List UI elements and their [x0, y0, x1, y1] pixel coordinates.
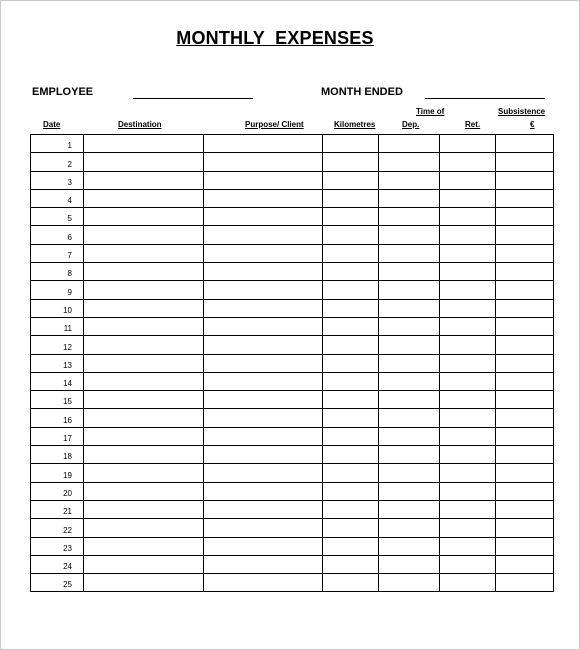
purpose-client-cell[interactable] [204, 427, 323, 445]
row-number: 10 [31, 299, 84, 317]
kilometres-cell[interactable] [323, 354, 379, 372]
row-number: 18 [31, 446, 84, 464]
subsistence-cell[interactable] [496, 519, 554, 537]
purpose-client-cell[interactable] [204, 555, 323, 573]
purpose-client-cell[interactable] [204, 336, 323, 354]
subsistence-cell[interactable] [496, 171, 554, 189]
kilometres-cell[interactable] [323, 482, 379, 500]
destination-cell[interactable] [84, 464, 204, 482]
destination-cell[interactable] [84, 281, 204, 299]
dep-cell[interactable] [379, 189, 440, 207]
subsistence-cell[interactable] [496, 226, 554, 244]
subsistence-cell[interactable] [496, 208, 554, 226]
purpose-client-cell[interactable] [204, 537, 323, 555]
table-row [31, 317, 554, 335]
table-row [31, 354, 554, 372]
month-ended-label: MONTH ENDED [321, 86, 403, 98]
subsistence-cell[interactable] [496, 336, 554, 354]
purpose-client-cell[interactable] [204, 391, 323, 409]
row-number: 16 [31, 409, 84, 427]
dep-cell[interactable] [379, 464, 440, 482]
subsistence-cell[interactable] [496, 409, 554, 427]
subsistence-cell[interactable] [496, 482, 554, 500]
kilometres-cell[interactable] [323, 153, 379, 171]
ret-cell[interactable] [440, 391, 496, 409]
row-number: 5 [31, 208, 84, 226]
table-row [31, 171, 554, 189]
employee-field[interactable] [133, 98, 253, 99]
table-row [31, 446, 554, 464]
subsistence-cell[interactable] [496, 263, 554, 281]
row-number: 7 [31, 244, 84, 262]
destination-cell[interactable] [84, 189, 204, 207]
ret-cell[interactable] [440, 208, 496, 226]
table-row [31, 372, 554, 390]
dep-cell[interactable] [379, 555, 440, 573]
purpose-client-cell[interactable] [204, 574, 323, 592]
dep-cell[interactable] [379, 135, 440, 153]
purpose-client-cell[interactable] [204, 317, 323, 335]
header-destination: Destination [118, 120, 162, 129]
row-number: 11 [31, 317, 84, 335]
ret-cell[interactable] [440, 427, 496, 445]
purpose-client-cell[interactable] [204, 482, 323, 500]
destination-cell[interactable] [84, 299, 204, 317]
row-number: 25 [31, 574, 84, 592]
ret-cell[interactable] [440, 135, 496, 153]
ret-cell[interactable] [440, 189, 496, 207]
row-number: 8 [31, 263, 84, 281]
dep-cell[interactable] [379, 208, 440, 226]
kilometres-cell[interactable] [323, 189, 379, 207]
purpose-client-cell[interactable] [204, 263, 323, 281]
row-number: 20 [31, 482, 84, 500]
row-number: 4 [31, 189, 84, 207]
subsistence-cell[interactable] [496, 391, 554, 409]
purpose-client-cell[interactable] [204, 464, 323, 482]
ret-cell[interactable] [440, 574, 496, 592]
subsistence-cell[interactable] [496, 464, 554, 482]
table-row [31, 519, 554, 537]
ret-cell[interactable] [440, 317, 496, 335]
header-currency: € [530, 120, 535, 129]
ret-cell[interactable] [440, 372, 496, 390]
kilometres-cell[interactable] [323, 263, 379, 281]
ret-cell[interactable] [440, 482, 496, 500]
header-date: Date [43, 120, 61, 129]
dep-cell[interactable] [379, 153, 440, 171]
header-ret: Ret. [465, 120, 481, 129]
table-row [31, 409, 554, 427]
dep-cell[interactable] [379, 226, 440, 244]
destination-cell[interactable] [84, 537, 204, 555]
subsistence-cell[interactable] [496, 135, 554, 153]
table-row [31, 574, 554, 592]
table-row [31, 208, 554, 226]
expense-table-body [31, 135, 554, 592]
destination-cell[interactable] [84, 372, 204, 390]
dep-cell[interactable] [379, 519, 440, 537]
purpose-client-cell[interactable] [204, 281, 323, 299]
kilometres-cell[interactable] [323, 226, 379, 244]
kilometres-cell[interactable] [323, 500, 379, 518]
row-number: 22 [31, 519, 84, 537]
purpose-client-cell[interactable] [204, 409, 323, 427]
purpose-client-cell[interactable] [204, 226, 323, 244]
destination-cell[interactable] [84, 391, 204, 409]
kilometres-cell[interactable] [323, 244, 379, 262]
row-number: 13 [31, 354, 84, 372]
kilometres-cell[interactable] [323, 464, 379, 482]
table-row [31, 537, 554, 555]
destination-cell[interactable] [84, 244, 204, 262]
row-number: 1 [31, 135, 84, 153]
kilometres-cell[interactable] [323, 299, 379, 317]
kilometres-cell[interactable] [323, 409, 379, 427]
dep-cell[interactable] [379, 372, 440, 390]
subsistence-cell[interactable] [496, 555, 554, 573]
ret-cell[interactable] [440, 336, 496, 354]
destination-cell[interactable] [84, 427, 204, 445]
row-number: 23 [31, 537, 84, 555]
subsistence-cell[interactable] [496, 500, 554, 518]
ret-cell[interactable] [440, 446, 496, 464]
dep-cell[interactable] [379, 574, 440, 592]
destination-cell[interactable] [84, 171, 204, 189]
row-number: 2 [31, 153, 84, 171]
dep-cell[interactable] [379, 317, 440, 335]
kilometres-cell[interactable] [323, 208, 379, 226]
ret-cell[interactable] [440, 281, 496, 299]
table-row [31, 281, 554, 299]
row-number: 9 [31, 281, 84, 299]
ret-cell[interactable] [440, 500, 496, 518]
row-number: 24 [31, 555, 84, 573]
subsistence-cell[interactable] [496, 537, 554, 555]
row-number: 15 [31, 391, 84, 409]
header-kilometres: Kilometres [334, 120, 376, 129]
destination-cell[interactable] [84, 519, 204, 537]
purpose-client-cell[interactable] [204, 244, 323, 262]
table-row [31, 464, 554, 482]
ret-cell[interactable] [440, 171, 496, 189]
kilometres-cell[interactable] [323, 135, 379, 153]
header-subsistence: Subsistence [498, 107, 546, 116]
table-row [31, 135, 554, 153]
destination-cell[interactable] [84, 208, 204, 226]
purpose-client-cell[interactable] [204, 135, 323, 153]
table-row [31, 263, 554, 281]
destination-cell[interactable] [84, 574, 204, 592]
purpose-client-cell[interactable] [204, 446, 323, 464]
destination-cell[interactable] [84, 153, 204, 171]
ret-cell[interactable] [440, 537, 496, 555]
kilometres-cell[interactable] [323, 537, 379, 555]
expense-table [30, 134, 554, 592]
table-row [31, 226, 554, 244]
dep-cell[interactable] [379, 336, 440, 354]
ret-cell[interactable] [440, 244, 496, 262]
subsistence-cell[interactable] [496, 244, 554, 262]
table-row [31, 500, 554, 518]
table-row [31, 555, 554, 573]
subsistence-cell[interactable] [496, 354, 554, 372]
ret-cell[interactable] [440, 226, 496, 244]
purpose-client-cell[interactable] [204, 519, 323, 537]
table-row [31, 299, 554, 317]
destination-cell[interactable] [84, 135, 204, 153]
subsistence-cell[interactable] [496, 372, 554, 390]
subsistence-cell[interactable] [496, 427, 554, 445]
row-number: 3 [31, 171, 84, 189]
kilometres-cell[interactable] [323, 446, 379, 464]
kilometres-cell[interactable] [323, 281, 379, 299]
subsistence-cell[interactable] [496, 317, 554, 335]
dep-cell[interactable] [379, 244, 440, 262]
kilometres-cell[interactable] [323, 574, 379, 592]
ret-cell[interactable] [440, 464, 496, 482]
subsistence-cell[interactable] [496, 574, 554, 592]
dep-cell[interactable] [379, 281, 440, 299]
destination-cell[interactable] [84, 555, 204, 573]
dep-cell[interactable] [379, 391, 440, 409]
table-row [31, 482, 554, 500]
purpose-client-cell[interactable] [204, 354, 323, 372]
destination-cell[interactable] [84, 336, 204, 354]
ret-cell[interactable] [440, 519, 496, 537]
dep-cell[interactable] [379, 299, 440, 317]
purpose-client-cell[interactable] [204, 299, 323, 317]
kilometres-cell[interactable] [323, 391, 379, 409]
destination-cell[interactable] [84, 409, 204, 427]
row-number: 17 [31, 427, 84, 445]
purpose-client-cell[interactable] [204, 500, 323, 518]
table-row [31, 244, 554, 262]
ret-cell[interactable] [440, 153, 496, 171]
row-number: 21 [31, 500, 84, 518]
kilometres-cell[interactable] [323, 336, 379, 354]
dep-cell[interactable] [379, 171, 440, 189]
ret-cell[interactable] [440, 409, 496, 427]
dep-cell[interactable] [379, 354, 440, 372]
ret-cell[interactable] [440, 354, 496, 372]
row-number: 19 [31, 464, 84, 482]
kilometres-cell[interactable] [323, 171, 379, 189]
table-row [31, 391, 554, 409]
dep-cell[interactable] [379, 427, 440, 445]
subsistence-cell[interactable] [496, 189, 554, 207]
row-number: 12 [31, 336, 84, 354]
kilometres-cell[interactable] [323, 317, 379, 335]
destination-cell[interactable] [84, 446, 204, 464]
purpose-client-cell[interactable] [204, 153, 323, 171]
kilometres-cell[interactable] [323, 427, 379, 445]
employee-label: EMPLOYEE [32, 86, 94, 98]
ret-cell[interactable] [440, 263, 496, 281]
purpose-client-cell[interactable] [204, 171, 323, 189]
purpose-client-cell[interactable] [204, 208, 323, 226]
destination-cell[interactable] [84, 317, 204, 335]
destination-cell[interactable] [84, 482, 204, 500]
kilometres-cell[interactable] [323, 555, 379, 573]
dep-cell[interactable] [379, 500, 440, 518]
dep-cell[interactable] [379, 537, 440, 555]
form-title: MONTHLY EXPENSES [176, 28, 374, 48]
subsistence-cell[interactable] [496, 153, 554, 171]
dep-cell[interactable] [379, 482, 440, 500]
row-number: 14 [31, 372, 84, 390]
table-row [31, 427, 554, 445]
table-row [31, 153, 554, 171]
subsistence-cell[interactable] [496, 299, 554, 317]
destination-cell[interactable] [84, 354, 204, 372]
purpose-client-cell[interactable] [204, 189, 323, 207]
destination-cell[interactable] [84, 263, 204, 281]
destination-cell[interactable] [84, 500, 204, 518]
header-dep: Dep. [402, 120, 420, 129]
table-row [31, 189, 554, 207]
dep-cell[interactable] [379, 263, 440, 281]
kilometres-cell[interactable] [323, 519, 379, 537]
subsistence-cell[interactable] [496, 281, 554, 299]
purpose-client-cell[interactable] [204, 372, 323, 390]
table-row [31, 336, 554, 354]
row-number: 6 [31, 226, 84, 244]
month-ended-field[interactable] [425, 98, 545, 99]
ret-cell[interactable] [440, 299, 496, 317]
header-purpose-client: Purpose/ Client [245, 120, 304, 129]
kilometres-cell[interactable] [323, 372, 379, 390]
header-time-of: Time of [416, 107, 445, 116]
destination-cell[interactable] [84, 226, 204, 244]
ret-cell[interactable] [440, 555, 496, 573]
dep-cell[interactable] [379, 446, 440, 464]
dep-cell[interactable] [379, 409, 440, 427]
subsistence-cell[interactable] [496, 446, 554, 464]
